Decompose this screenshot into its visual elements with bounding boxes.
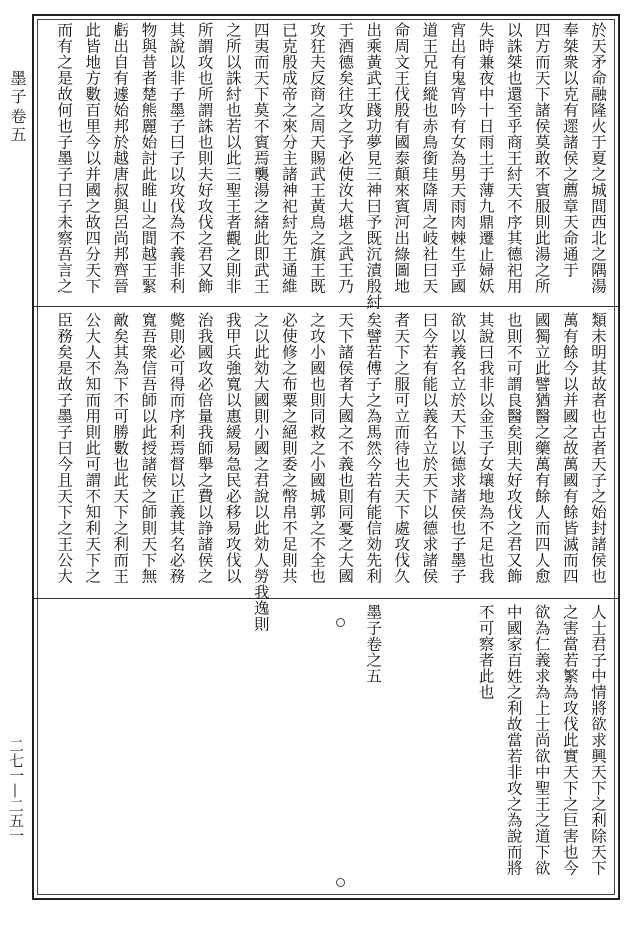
text-column: 於天矛命融隆火于夏之城間西北之隅湯 — [589, 22, 607, 294]
text-column: 欲為仁義求為上士尚欲中聖王之道下欲 — [532, 604, 551, 876]
text-band-bottom — [34, 598, 618, 896]
text-column: 之所以誅紂也若以此三聖王者觀之則非 — [223, 22, 242, 294]
text-column: 道王兄自縱也赤鳥銜珪降周之岐社曰天 — [420, 22, 439, 294]
ring-mark — [336, 878, 345, 887]
text-column: 國獨立此譬猶醫之藥萬有餘人而四人愈 — [532, 312, 551, 584]
page-number: 二七一—二五一 — [7, 738, 25, 843]
text-column: 我甲兵強寬以惠緩易急民必移易攻伐以 — [223, 312, 242, 584]
text-column: 所謂攻也所謂誅也則夫好攻伐之君又飾 — [195, 22, 214, 294]
text-column: 者天下之服可立而待也夫天下處攻伐久 — [392, 312, 411, 584]
text-column: 人士君子中情將欲求興天下之利除天下 — [589, 604, 607, 876]
text-column: 攻狂夫反商之周天賜武王黃鳥之旗王既 — [308, 22, 326, 294]
text-column: 必使修之布粟之絕則委之幣帛不足則共 — [279, 312, 298, 584]
text-column: 虧出自有遽始邦於越唐叔與呂尚邦齊晉 — [111, 22, 130, 294]
text-column: 以誅桀也還至乎商王紂天不序其德祀用 — [504, 22, 523, 294]
text-column: 敵矣其為下不可勝數也此天下之利而王 — [111, 312, 130, 584]
text-column: 治我國攻必倍量我師舉之費以諍諸侯之 — [195, 312, 214, 584]
text-column: 臣務矣是故子墨子曰今且天下之王公大 — [55, 312, 74, 584]
text-column: 其說以非子墨子曰子以攻伐為不義非利 — [167, 22, 186, 294]
text-column: 曰今若有能以義名立於天下以德求諸侯 — [420, 312, 439, 584]
text-column: 四方而天下諸侯莫敢不賓服則此湯之所 — [532, 22, 551, 294]
text-column: 寬吾衆信吾師以此授諸侯之師則天下無 — [139, 312, 158, 584]
text-column: 欲以義名立於天下以德求諸侯也子墨子 — [448, 312, 467, 584]
text-band-top — [34, 16, 618, 310]
text-column: 之以此効大國則小國之君說以此効人勞我逸則 — [251, 312, 270, 632]
text-column: 命周文王伐殷有國泰顛來賓河出綠圖地 — [392, 22, 411, 294]
text-column: 宵出有鬼宵吟有女為男天雨肉棘生乎國 — [448, 22, 467, 294]
text-column: 矣譬若傅子之為馬然今若有能信効先利 — [364, 312, 383, 584]
text-column: 公大人不知而用則此可謂不知利天下之 — [83, 312, 102, 584]
text-column: 而有之是故何也子墨子曰子未察吾言之 — [55, 22, 74, 294]
page-frame — [32, 14, 620, 900]
text-band-middle — [34, 306, 618, 632]
text-column: 斃則必可得而序利焉督以正義其名必務 — [167, 312, 186, 584]
text-column: 不可察者此也 — [476, 604, 495, 700]
text-column: 四夷而天下莫不賓焉襲湯之緒此即武王 — [251, 22, 270, 294]
text-column: 出乘黃武王踐功夢見三神曰予既沉漬殷紂 — [364, 22, 383, 310]
text-column: 萬有餘今以并國之故萬國有餘皆滅而四 — [560, 312, 579, 584]
text-column: 其說曰我非以金玉子女壤地為不足也我 — [476, 312, 495, 584]
ring-mark — [336, 618, 345, 627]
text-column: 中國家百姓之利故當若非攻之為說而將 — [504, 604, 523, 876]
text-column: 墨子卷之五 — [364, 604, 383, 684]
chapter-volume-label: 卷五 — [8, 108, 27, 144]
text-column: 失時兼夜中十日雨土于薄九鼎遷止婦妖 — [476, 22, 495, 294]
text-column: 類未明其故者也古者天子之始封諸侯也 — [589, 312, 607, 584]
text-column: 物與昔者楚熊麗始討此睢山之間越王緊 — [139, 22, 158, 294]
book-title: 墨子 — [8, 70, 27, 106]
text-column: 之害當若繁為攻伐此實天下之巨害也今 — [560, 604, 579, 876]
text-column: 已克殷成帝之來分主諸神祀紂先王通維 — [279, 22, 298, 294]
text-column: 奉桀衆以克有遝諸侯之薦章天命通于 — [560, 22, 579, 278]
text-column: 天下諸侯者大國之不義也則同憂之大國 — [336, 312, 355, 584]
text-column: 也則不可謂良醫矣則夫好攻伐之君又飾 — [504, 312, 523, 584]
text-column: 之攻小國也則同救之小國城郭之不全也 — [308, 312, 326, 584]
text-column: 于酒德矣往攻之予必使汝大堪之武王乃 — [336, 22, 355, 294]
text-column: 此皆地方數百里今以并國之故四分天下 — [83, 22, 102, 294]
